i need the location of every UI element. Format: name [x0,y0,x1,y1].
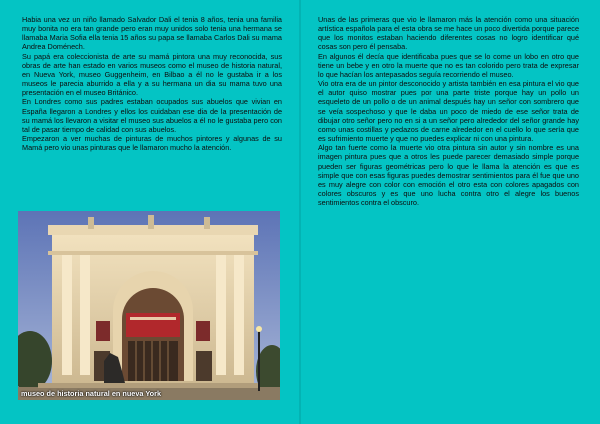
paragraph: Habia una vez un niño llamado Salvador Dali el tenia 8 años, tenia una familia muy bonita no era tan grande pero eran muy unidos solo tenia una hermana se llamaba Maria Sofia ella tenia 15 años su papa se llamaba Carlos Dali su mama Andrea Doménech. [22,15,282,52]
paragraph: Empezaron a ver muchas de pinturas de muchos pintores y algunas de su Mamá pero vio unas pinturas que le llamaron mucho la atención. [22,134,282,153]
right-page-text [318,15,579,207]
left-page-text [22,15,282,152]
photo-caption: museo de historia natural en nueva York [21,389,162,398]
page-gutter [299,0,301,424]
museum-illustration [18,211,280,400]
paragraph: Su papá era coleccionista de arte su mamá pintora una muy reconocida, sus obras de arte han estado en varios museos como el museo de historia natural, en Nueva York, museo Guggenheim, en Bilbao a él no le gustaba ir a los museos le parecia aburrido a ella y a su hermana un dia su mama tuvo una presentación en el museo Británico. [22,51,282,98]
museum-photo [18,211,280,400]
paragraph: Vio otra era de un pintor desconocido y artista también en esa pintura el vio que el autor quiso mostrar pues por una parte triste porque hay un pollo un esqueleto de un pollo o de un animal después hay un señor con sombrero que se veía sospechoso y que le daba un poco de miedo de ese señor trata de dibujar otro señor pero no en si a un señor pero alrededor del señor grande hay como unas costillas y pedazos de carne alrededor en el cuello lo que sería que es sufrimiento muerte y que no puedes explicar ni con una pintura. [318,79,579,144]
paragraph: Unas de las primeras que vio le llamaron más la atención como una situación artística española para el esta obra se me hace un poco divertida porque parece que los monitos estaban haciendo diferentes cosas no logro identificar qué cosas son pero él pensaba. [318,15,579,52]
paragraph: En Londres como sus padres estaban ocupados sus abuelos que vivian en España llegaron a Londres y ellos los cuidaban ese dia de la presentación de su mamá los llevaron a visitar el museo sus abuelos a él no le gustaba pero con tal de pasar tiempo de calidad con sus abuelos. [22,97,282,134]
paragraph: En algunos él decía que identificaba pues que se lo come un lobo en otro que tiene un bebe y en otro la muerte que no es tan colorido pero trata de expresar lo que hacían los antepasados seguía recorriendo el museo. [318,51,579,79]
paragraph: Algo tan fuerte como la muerte vio otra pintura sin autor y sin nombre es una imagen pintura pues que a otros les puede parecer demasiado simple porque pueden ser figuras geométricas pero lo que le llama la atención es que es simple que con esas figuras puedes demostrar sentimientos para él fue que uno es muy alegre con color con emoción el otro esta con colores apagados con colores obscuros y es que uno lucha contra otro el alegre los buenos sentimientos contra el obscuro. [318,143,579,208]
